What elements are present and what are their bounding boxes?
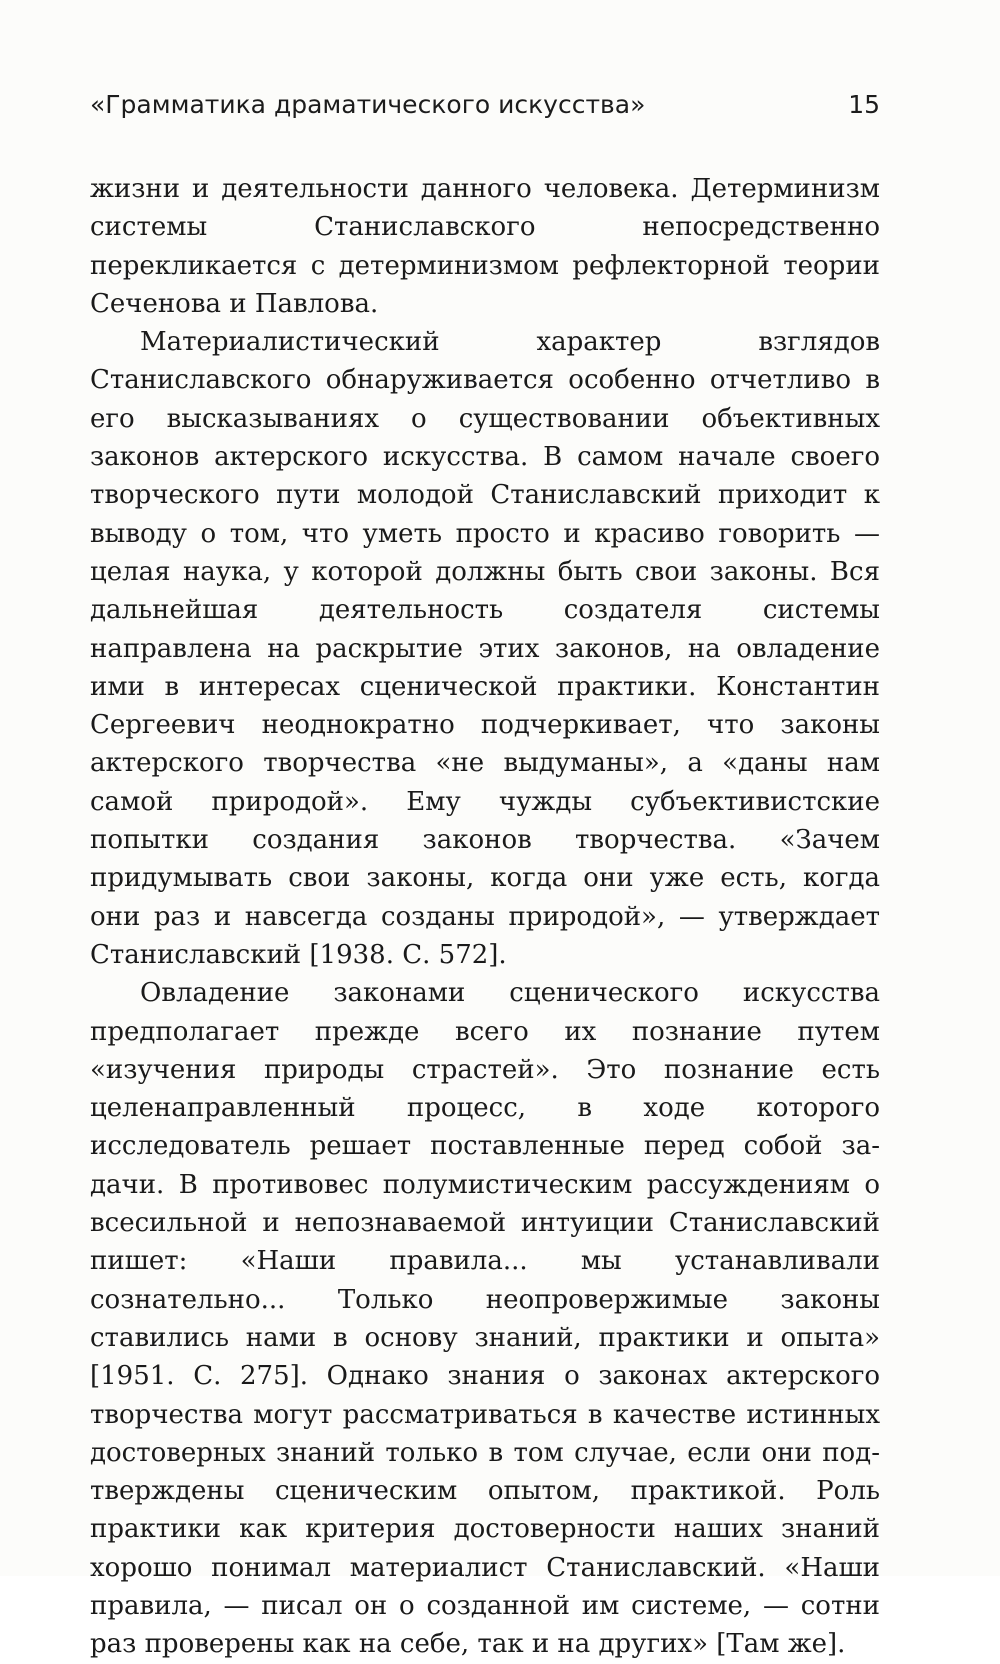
body-text — [90, 170, 880, 1664]
page-number: 15 — [848, 90, 880, 119]
running-title: «Грамматика драматического искусства» — [90, 90, 646, 119]
paragraph-continuation: жизни и деятельности данного человека. Детерминизм системы Станиславского непосредственно перекликается с детерминизмом рефлекторной теории Сеченова и Павлова. — [90, 174, 880, 319]
running-head — [90, 90, 880, 130]
paragraph: Овладение законами сценического искусства предполагает прежде всего их познание путем «изучения природы страстей». Это познание есть целенаправленный процесс, в ходе которого исследователь решает поставленные перед собой задачи. В противовес полумистическим рассуждениям о всесильной и непознаваемой интуиции Станиславский пишет: «Наши правила... мы устанавливали сознательно... Только неопровержимые законы ставились нами в основу знаний, практики и опыта» [1951. С. 275]. Однако знания о законах актерского творчества могут рассматриваться в качестве истинных достоверных знаний только в том случае, если они подтверждены сценическим опытом, практикой. Роль практики как критерия достоверности наших знаний хорошо понимал материалист Станиславский. «Наши правила, — писал он о созданной им системе, — сотни раз проверены как на себе, так и на других» [Там же]. — [90, 978, 880, 1660]
paragraph: Материалистический характер взглядов Станиславского обнаруживается особенно отчетливо в его высказываниях о существовании объективных законов актерского искусства. В самом начале своего творческого пути молодой Станиславский приходит к выводу о том, что уметь просто и красиво говорить — целая наука, у которой должны быть свои законы. Вся дальнейшая деятельность создателя системы направлена на раскрытие этих законов, на овладение ими в интересах сценической практики. Константин Сергеевич неоднократно подчеркивает, что законы актерского творчества «не выдуманы», а «даны нам самой природой». Ему чужды субъективистские попытки создания законов творчества. «Зачем придумывать свои законы, когда они уже есть, когда они раз и навсегда созданы природой», — утверждает Станиславский [1938. С. 572]. — [90, 327, 880, 970]
